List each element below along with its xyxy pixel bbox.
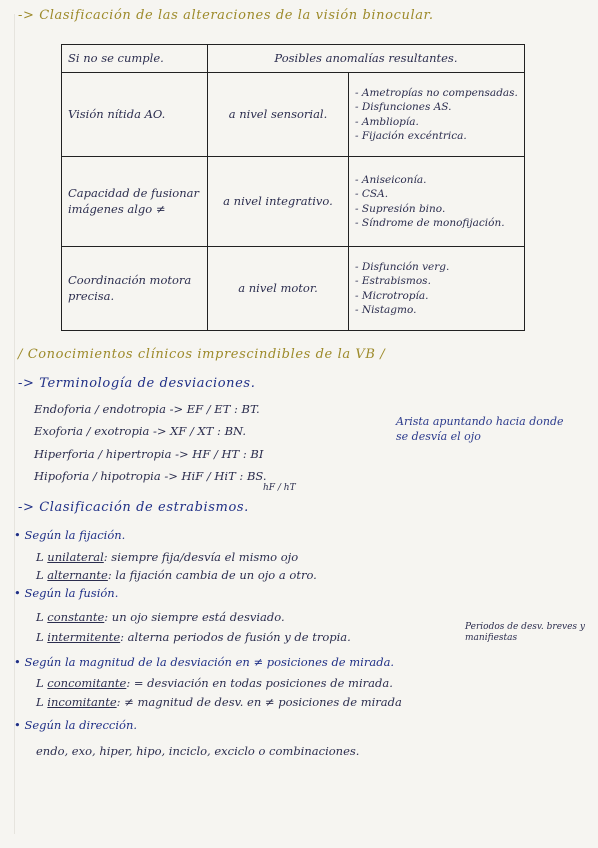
item-text: : un ojo siempre está desviado.: [104, 610, 285, 624]
anomaly-item: - Ametropías no compensadas.: [355, 87, 518, 100]
condition-cell: Coordinación motora precisa.: [62, 247, 208, 331]
heading-clasificacion-vb: -> Clasificación de las alteraciones de la visión binocular.: [18, 8, 434, 23]
item-text: : la fijación cambia de un ojo a otro.: [107, 568, 317, 582]
item-text: : siempre fija/desvía el mismo ojo: [103, 550, 299, 564]
subheading-clasificacion-estrabismos: -> Clasificación de estrabismos.: [18, 500, 249, 515]
anomaly-item: - Fijación excéntrica.: [355, 129, 467, 142]
item-text: : = desviación en todas posiciones de mirada.: [126, 676, 393, 690]
table-row: [62, 247, 525, 331]
term-line: Hipoforia / hipotropia -> HiF / HiT : BS.: [34, 469, 267, 483]
section-item: endo, exo, hiper, hipo, inciclo, exciclo o combinaciones.: [36, 744, 360, 758]
anomaly-item: - Supresión bino.: [355, 202, 446, 215]
section-item: L incomitante: ≠ magnitud de desv. en ≠ posiciones de mirada: [36, 695, 402, 709]
anomaly-item: - CSA.: [355, 188, 389, 201]
section-item: L concomitante: = desviación en todas posiciones de mirada.: [36, 676, 393, 690]
section-title: • Según la dirección.: [14, 718, 138, 732]
page-fold-line: [14, 14, 15, 834]
level-cell: a nivel motor.: [208, 247, 349, 331]
anomaly-item: - Nistagmo.: [355, 303, 417, 316]
section-item: L constante: un ojo siempre está desviado.: [36, 610, 285, 624]
condition-cell: Visión nítida AO.: [62, 73, 208, 157]
condition-cell: Capacidad de fusionar imágenes algo ≠: [62, 157, 208, 247]
anomaly-item: - Microtropía.: [355, 289, 429, 302]
anomaly-item: - Disfunción verg.: [355, 261, 450, 274]
anomalies-cell: [349, 247, 525, 331]
table-row: [62, 73, 525, 157]
item-key: incomitante: [47, 695, 117, 709]
item-text: : ≠ magnitud de desv. en ≠ posiciones de mirada: [116, 695, 402, 709]
anomaly-item: - Estrabismos.: [355, 275, 431, 288]
item-key: unilateral: [47, 550, 104, 564]
level-cell: a nivel integrativo.: [208, 157, 349, 247]
subheading-terminologia: -> Terminología de desviaciones.: [18, 376, 256, 391]
prism-side-note: Arista apuntando hacia donde se desvía el ojo: [396, 415, 564, 444]
anomaly-item: - Disfunciones AS.: [355, 101, 452, 114]
item-key: concomitante: [47, 676, 127, 690]
term-line: Exoforia / exotropia -> XF / XT : BN.: [34, 424, 247, 438]
level-cell: a nivel sensorial.: [208, 73, 349, 157]
intermitente-note: Periodos de desv. breves y manifiestas: [465, 622, 585, 643]
term-line: Endoforia / endotropia -> EF / ET : BT.: [34, 402, 260, 416]
table-header-cell: Posibles anomalías resultantes.: [208, 45, 525, 73]
item-key: intermitente: [47, 630, 121, 644]
section-item: L unilateral: siempre fija/desvía el mismo ojo: [36, 550, 299, 564]
item-key: alternante: [47, 568, 108, 582]
anomaly-item: - Síndrome de monofijación.: [355, 216, 505, 229]
anomalies-cell: [349, 73, 525, 157]
table-header-cell: Si no se cumple.: [62, 45, 208, 73]
anomalies-table: [61, 44, 525, 331]
anomaly-item: - Ambliopía.: [355, 115, 419, 128]
anomaly-item: - Aniseiconía.: [355, 174, 427, 187]
section-title: • Según la magnitud de la desviación en ≠ posiciones de mirada.: [14, 655, 395, 669]
item-key: constante: [47, 610, 105, 624]
term-subnote: hF / hT: [263, 483, 296, 493]
item-text: : alterna periodos de fusión y de tropia.: [120, 630, 351, 644]
term-line: Hiperforia / hipertropia -> HF / HT : BI: [34, 447, 264, 461]
heading-conocimientos: / Conocimientos clínicos imprescindibles de la VB /: [18, 347, 386, 362]
section-item: L alternante: la fijación cambia de un ojo a otro.: [36, 568, 317, 582]
section-item: L intermitente: alterna periodos de fusión y de tropia.: [36, 630, 351, 644]
table-row: [62, 157, 525, 247]
anomalies-cell: [349, 157, 525, 247]
section-title: • Según la fusión.: [14, 586, 119, 600]
section-title: • Según la fijación.: [14, 528, 126, 542]
